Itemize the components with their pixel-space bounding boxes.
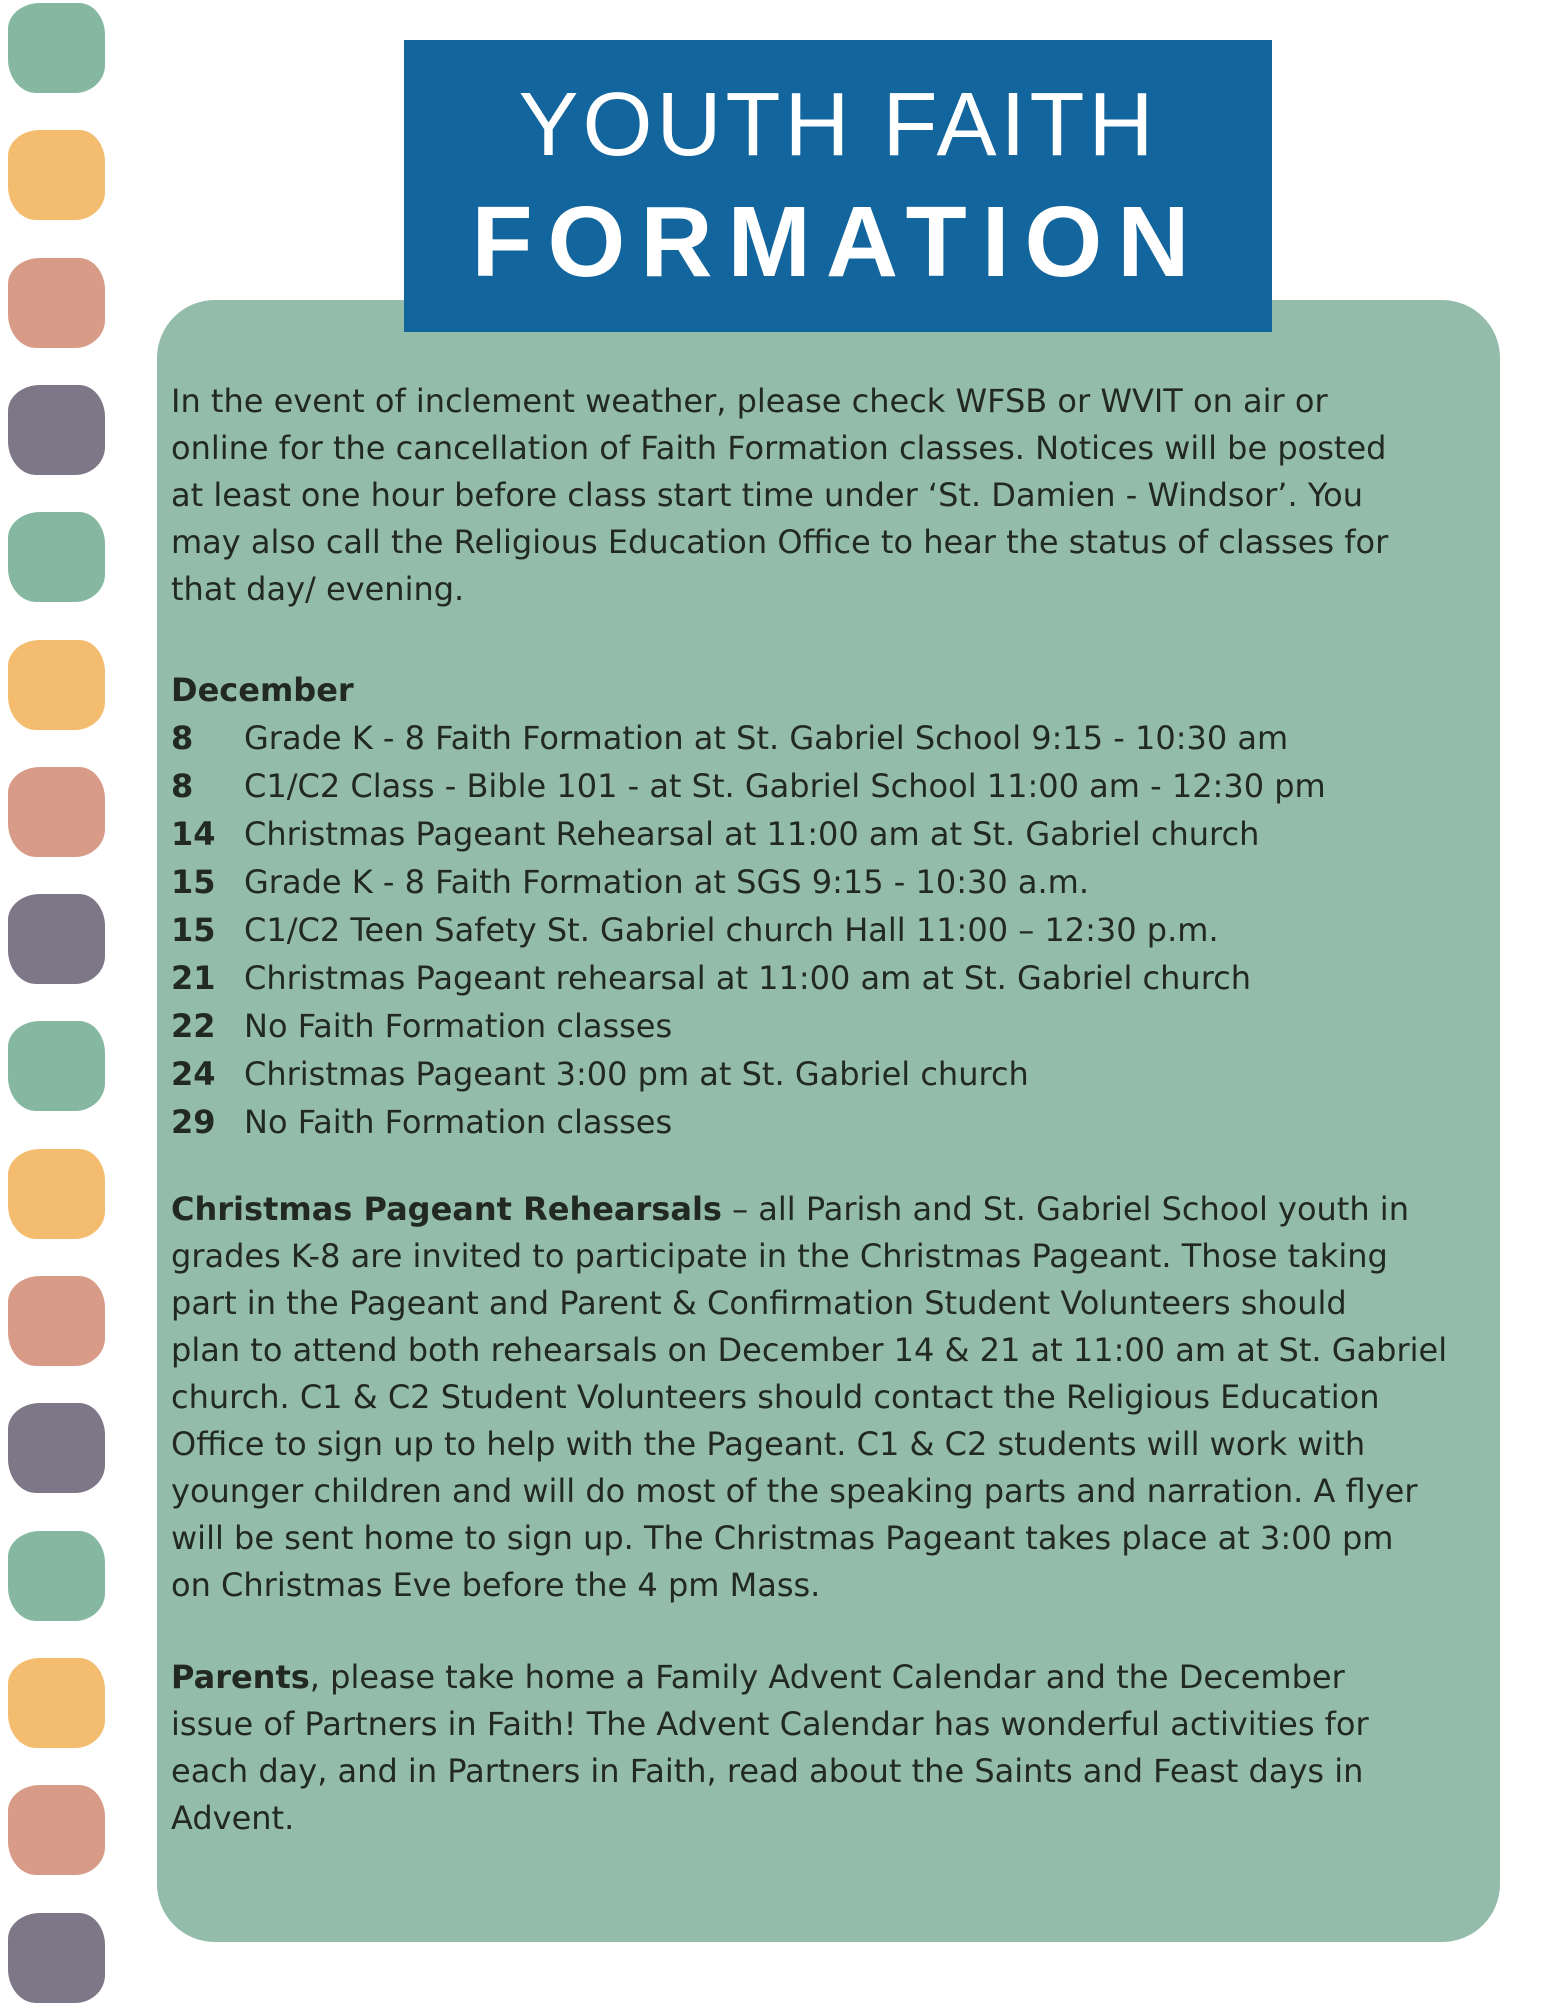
parents-line: issue of Partners in Faith! The Advent Calendar has wonderful activities for <box>171 1705 1369 1743</box>
schedule-text: Christmas Pageant 3:00 pm at St. Gabriel church <box>244 1055 1029 1093</box>
schedule-text: Grade K - 8 Faith Formation at SGS 9:15 - 10:30 a.m. <box>244 863 1089 901</box>
schedule-day: 15 <box>171 911 216 949</box>
decor-blob-gray <box>8 1403 105 1493</box>
schedule-text: No Faith Formation classes <box>244 1103 673 1141</box>
schedule-text: No Faith Formation classes <box>244 1007 673 1045</box>
parents-paragraph <box>171 1654 1460 1842</box>
schedule-text: Christmas Pageant Rehearsal at 11:00 am at St. Gabriel church <box>244 815 1260 853</box>
schedule-row <box>171 714 1460 762</box>
schedule-day: 14 <box>171 815 216 853</box>
panel-content <box>157 300 1500 1842</box>
decor-blob-salmon <box>8 258 105 348</box>
decor-blob-salmon <box>8 1785 105 1875</box>
parents-lead-rest: , please take home a Family Advent Calendar and the December <box>309 1658 1345 1696</box>
title-banner <box>404 40 1272 332</box>
pageant-paragraph <box>171 1186 1460 1609</box>
decor-blob-teal <box>8 512 105 602</box>
content-panel <box>157 300 1500 1942</box>
pageant-line: younger children and will do most of the speaking parts and narration. A flyer <box>171 1472 1418 1510</box>
pageant-lead-rest: – all Parish and St. Gabriel School youth in <box>721 1190 1409 1228</box>
schedule-day: 15 <box>171 863 216 901</box>
parents-line: each day, and in Partners in Faith, read about the Saints and Feast days in <box>171 1752 1364 1790</box>
schedule-row <box>171 954 1460 1002</box>
pageant-line: on Christmas Eve before the 4 pm Mass. <box>171 1566 821 1604</box>
schedule-text: C1/C2 Teen Safety St. Gabriel church Hall 11:00 – 12:30 p.m. <box>244 911 1219 949</box>
schedule-text: Christmas Pageant rehearsal at 11:00 am at St. Gabriel church <box>244 959 1252 997</box>
pageant-line: will be sent home to sign up. The Christmas Pageant takes place at 3:00 pm <box>171 1519 1394 1557</box>
decor-blob-orange <box>8 640 105 730</box>
pageant-lead: Christmas Pageant Rehearsals <box>171 1190 722 1228</box>
schedule-row <box>171 762 1460 810</box>
decor-blob-orange <box>8 1149 105 1239</box>
decor-blob-salmon <box>8 767 105 857</box>
schedule-day: 24 <box>171 1055 216 1093</box>
schedule-day: 8 <box>171 719 194 757</box>
decor-blob-gray <box>8 385 105 475</box>
schedule-row <box>171 1098 1460 1146</box>
intro-line: at least one hour before class start time under ‘St. Damien - Windsor’. You <box>171 476 1363 514</box>
intro-line: that day/ evening. <box>171 570 465 608</box>
decor-blob-teal <box>8 1531 105 1621</box>
parents-line: Advent. <box>171 1799 295 1837</box>
schedule-day: 21 <box>171 959 216 997</box>
parents-lead-line <box>171 1654 1460 1701</box>
decor-blob-orange <box>8 130 105 220</box>
decor-blob-gray <box>8 894 105 984</box>
decor-blob-teal <box>8 1021 105 1111</box>
schedule-list <box>171 666 1460 1146</box>
pageant-line: part in the Pageant and Parent & Confirmation Student Volunteers should <box>171 1284 1347 1322</box>
decor-blob-salmon <box>8 1276 105 1366</box>
schedule-day: 29 <box>171 1103 216 1141</box>
schedule-row <box>171 1050 1460 1098</box>
decor-blob-orange <box>8 1658 105 1748</box>
intro-paragraph <box>171 378 1460 613</box>
schedule-row <box>171 906 1460 954</box>
pageant-line: grades K-8 are invited to participate in the Christmas Pageant. Those taking <box>171 1237 1388 1275</box>
schedule-row <box>171 810 1460 858</box>
month-heading: December <box>171 671 354 709</box>
title-line-2: FORMATION <box>471 186 1205 298</box>
title-line-1: YOUTH FAITH <box>518 75 1158 175</box>
intro-line: In the event of inclement weather, please check WFSB or WVIT on air or <box>171 382 1328 420</box>
intro-line: online for the cancellation of Faith Formation classes. Notices will be posted <box>171 429 1387 467</box>
pageant-line: plan to attend both rehearsals on December 14 & 21 at 11:00 am at St. Gabriel <box>171 1331 1448 1369</box>
decor-blob-gray <box>8 1913 105 2003</box>
pageant-lead-line <box>171 1186 1460 1233</box>
pageant-line: church. C1 & C2 Student Volunteers should contact the Religious Education <box>171 1378 1380 1416</box>
schedule-row <box>171 858 1460 906</box>
parents-lead: Parents <box>171 1658 310 1696</box>
decor-blob-teal <box>8 3 105 93</box>
intro-line: may also call the Religious Education Office to hear the status of classes for <box>171 523 1389 561</box>
pageant-line: Office to sign up to help with the Pageant. C1 & C2 students will work with <box>171 1425 1366 1463</box>
schedule-text: Grade K - 8 Faith Formation at St. Gabriel School 9:15 - 10:30 am <box>244 719 1289 757</box>
schedule-text: C1/C2 Class - Bible 101 - at St. Gabriel School 11:00 am - 12:30 pm <box>244 767 1326 805</box>
schedule-day: 8 <box>171 767 194 805</box>
schedule-day: 22 <box>171 1007 216 1045</box>
schedule-row <box>171 1002 1460 1050</box>
